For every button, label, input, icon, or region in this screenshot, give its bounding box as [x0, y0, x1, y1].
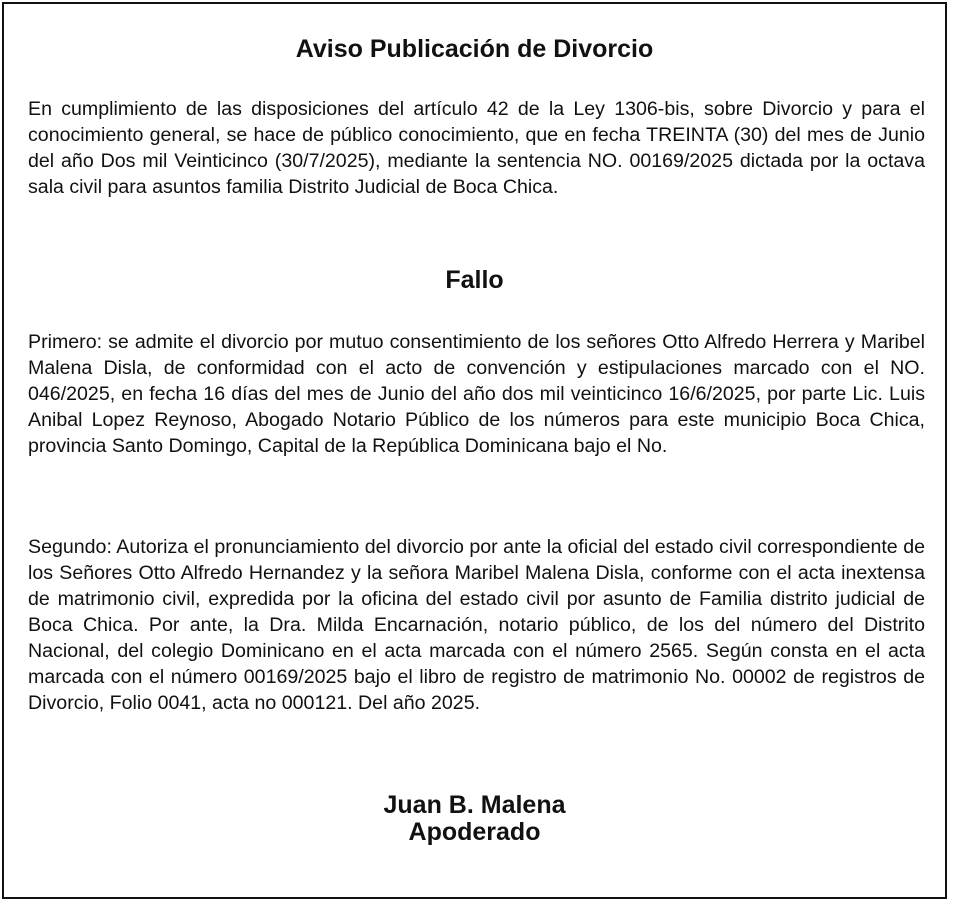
signatory-role: Apoderado [408, 818, 541, 846]
intro-paragraph: En cumplimiento de las disposiciones del artículo 42 de la Ley 1306-bis, sobre Divorcio y para el conocimiento general, se hace de público conocimiento, que en fecha TREINTA (30) del mes de Junio del año Dos mil Veinticinco (30/7/2025), mediante la sentencia NO. 00169/2025 dictada por la octava sala civil para asuntos familia Distrito Judicial de Boca Chica. [28, 98, 925, 198]
ruling-heading: Fallo [445, 266, 504, 294]
signatory-name: Juan B. Malena [383, 791, 566, 819]
divorce-notice [2, 2, 947, 899]
first-ruling-paragraph: Primero: se admite el divorcio por mutuo consentimiento de los señores Otto Alfredo Herrera y Maribel Malena Disla, de conformidad con el acto de convención y estipulaciones marcado con el NO. 046/2025, en fecha 16 días del mes de Junio del año dos mil veinticinco 16/6/2025, por parte Lic. Luis Anibal Lopez Reynoso, Abogado Notario Público de los números para este municipio Boca Chica, provincia Santo Domingo, Capital de la República Dominicana bajo el No. [28, 331, 925, 457]
second-ruling-paragraph: Segundo: Autoriza el pronunciamiento del divorcio por ante la oficial del estado civil correspondiente de los Señores Otto Alfredo Hernandez y la señora Maribel Malena Disla, conforme con el acta inextensa de matrimonio civil, expredida por la oficina del estado civil por asunto de Familia distrito judicial de Boca Chica. Por ante, la Dra. Milda Encarnación, notario público, de los del número del Distrito Nacional, del colegio Dominicano en el acta marcada con el número 2565. Según consta en el acta marcada con el número 00169/2025 bajo el libro de registro de matrimonio No. 00002 de registros de Divorcio, Folio 0041, acta no 000121. Del año 2025. [28, 536, 925, 714]
notice-title: Aviso Publicación de Divorcio [295, 35, 654, 63]
